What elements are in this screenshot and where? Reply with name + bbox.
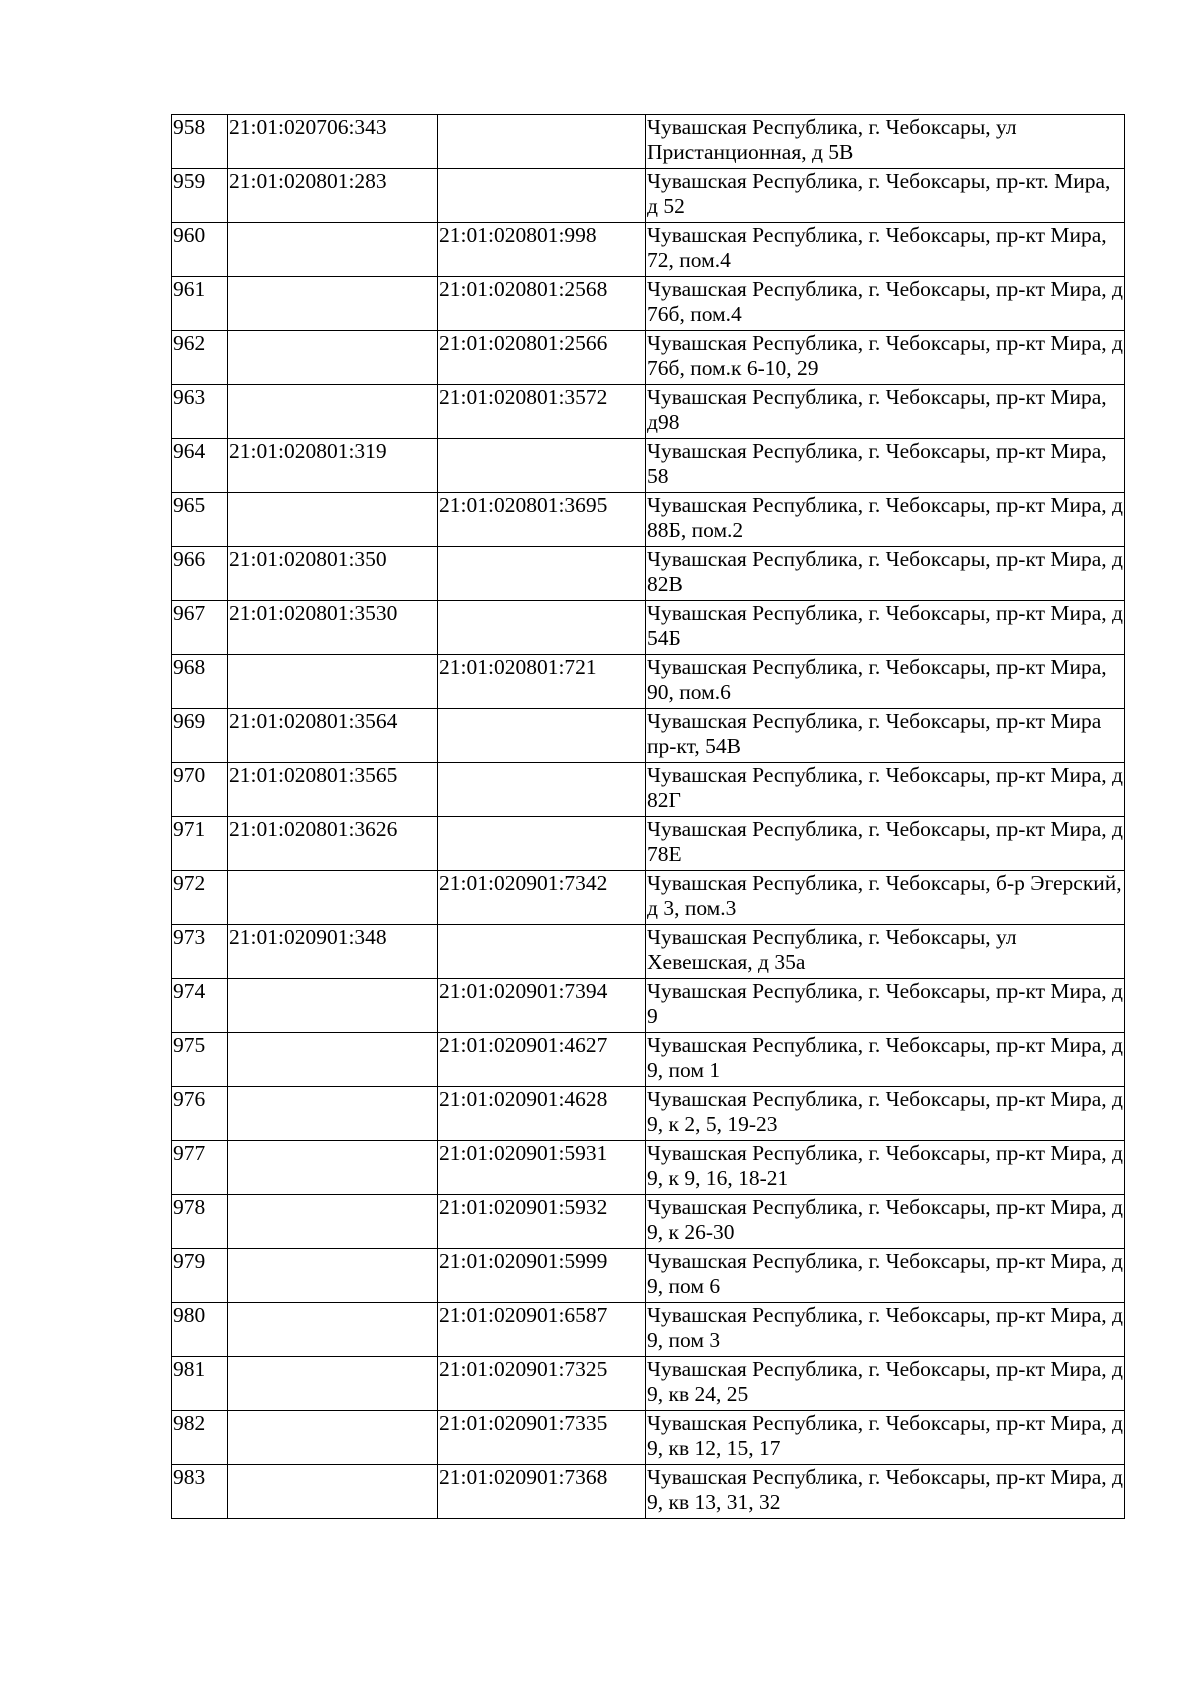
table-row: [172, 115, 1125, 169]
object-cadastral-number-cell: 21:01:020901:7325: [438, 1357, 646, 1411]
table-row: [172, 1465, 1125, 1519]
object-cadastral-number-cell: [438, 115, 646, 169]
table-row: [172, 547, 1125, 601]
row-number-cell: 967: [172, 601, 228, 655]
address-cell: Чувашская Республика, г. Чебоксары, пр-кт Мира, д 88Б, пом.2: [646, 493, 1125, 547]
object-cadastral-number-cell: 21:01:020901:6587: [438, 1303, 646, 1357]
land-cadastral-number-cell: [228, 1249, 438, 1303]
address-cell: Чувашская Республика, г. Чебоксары, пр-кт Мира, д 82Г: [646, 763, 1125, 817]
table-row: [172, 979, 1125, 1033]
row-number-cell: 977: [172, 1141, 228, 1195]
row-number-cell: 970: [172, 763, 228, 817]
address-cell: Чувашская Республика, г. Чебоксары, пр-кт Мира пр-кт, 54В: [646, 709, 1125, 763]
address-cell: Чувашская Республика, г. Чебоксары, пр-кт Мира, д 9, к 9, 16, 18-21: [646, 1141, 1125, 1195]
object-cadastral-number-cell: [438, 763, 646, 817]
table-row: [172, 385, 1125, 439]
land-cadastral-number-cell: [228, 1195, 438, 1249]
address-cell: Чувашская Республика, г. Чебоксары, пр-кт Мира, 72, пом.4: [646, 223, 1125, 277]
property-registry-table: [171, 114, 1125, 1519]
table-row: [172, 925, 1125, 979]
table-row: [172, 1249, 1125, 1303]
object-cadastral-number-cell: [438, 925, 646, 979]
object-cadastral-number-cell: 21:01:020901:7342: [438, 871, 646, 925]
object-cadastral-number-cell: [438, 169, 646, 223]
table-row: [172, 1087, 1125, 1141]
table-row: [172, 655, 1125, 709]
row-number-cell: 978: [172, 1195, 228, 1249]
land-cadastral-number-cell: 21:01:020801:3564: [228, 709, 438, 763]
object-cadastral-number-cell: 21:01:020901:7368: [438, 1465, 646, 1519]
land-cadastral-number-cell: [228, 1465, 438, 1519]
row-number-cell: 959: [172, 169, 228, 223]
row-number-cell: 961: [172, 277, 228, 331]
land-cadastral-number-cell: 21:01:020801:283: [228, 169, 438, 223]
address-cell: Чувашская Республика, г. Чебоксары, пр-кт Мира, д 9, кв 12, 15, 17: [646, 1411, 1125, 1465]
row-number-cell: 983: [172, 1465, 228, 1519]
row-number-cell: 960: [172, 223, 228, 277]
table-row: [172, 331, 1125, 385]
object-cadastral-number-cell: 21:01:020801:2568: [438, 277, 646, 331]
object-cadastral-number-cell: [438, 439, 646, 493]
address-cell: Чувашская Республика, г. Чебоксары, ул Пристанционная, д 5В: [646, 115, 1125, 169]
row-number-cell: 969: [172, 709, 228, 763]
land-cadastral-number-cell: [228, 1033, 438, 1087]
land-cadastral-number-cell: [228, 1087, 438, 1141]
object-cadastral-number-cell: 21:01:020901:7394: [438, 979, 646, 1033]
land-cadastral-number-cell: [228, 979, 438, 1033]
object-cadastral-number-cell: 21:01:020801:721: [438, 655, 646, 709]
address-cell: Чувашская Республика, г. Чебоксары, пр-кт Мира, 58: [646, 439, 1125, 493]
row-number-cell: 958: [172, 115, 228, 169]
address-cell: Чувашская Республика, г. Чебоксары, пр-кт Мира, д 9, пом 6: [646, 1249, 1125, 1303]
row-number-cell: 973: [172, 925, 228, 979]
address-cell: Чувашская Республика, г. Чебоксары, пр-кт Мира, д 9, к 2, 5, 19-23: [646, 1087, 1125, 1141]
address-cell: Чувашская Республика, г. Чебоксары, пр-кт Мира, 90, пом.6: [646, 655, 1125, 709]
object-cadastral-number-cell: 21:01:020901:5931: [438, 1141, 646, 1195]
object-cadastral-number-cell: [438, 709, 646, 763]
row-number-cell: 981: [172, 1357, 228, 1411]
land-cadastral-number-cell: 21:01:020901:348: [228, 925, 438, 979]
row-number-cell: 979: [172, 1249, 228, 1303]
object-cadastral-number-cell: 21:01:020901:5999: [438, 1249, 646, 1303]
object-cadastral-number-cell: 21:01:020801:2566: [438, 331, 646, 385]
table-row: [172, 1033, 1125, 1087]
table-row: [172, 871, 1125, 925]
registry-table-body: [172, 115, 1125, 1519]
table-row: [172, 169, 1125, 223]
land-cadastral-number-cell: [228, 1303, 438, 1357]
land-cadastral-number-cell: [228, 385, 438, 439]
address-cell: Чувашская Республика, г. Чебоксары, ул Хевешская, д 35а: [646, 925, 1125, 979]
land-cadastral-number-cell: 21:01:020801:3530: [228, 601, 438, 655]
row-number-cell: 968: [172, 655, 228, 709]
table-row: [172, 439, 1125, 493]
object-cadastral-number-cell: 21:01:020901:4628: [438, 1087, 646, 1141]
address-cell: Чувашская Республика, г. Чебоксары, пр-кт Мира, д 9, к 26-30: [646, 1195, 1125, 1249]
address-cell: Чувашская Республика, г. Чебоксары, пр-кт Мира, д 9: [646, 979, 1125, 1033]
object-cadastral-number-cell: 21:01:020901:4627: [438, 1033, 646, 1087]
table-row: [172, 1195, 1125, 1249]
object-cadastral-number-cell: 21:01:020801:998: [438, 223, 646, 277]
address-cell: Чувашская Республика, г. Чебоксары, пр-кт Мира, д 82В: [646, 547, 1125, 601]
table-row: [172, 223, 1125, 277]
address-cell: Чувашская Республика, г. Чебоксары, пр-кт. Мира, д 52: [646, 169, 1125, 223]
table-row: [172, 1303, 1125, 1357]
object-cadastral-number-cell: [438, 817, 646, 871]
land-cadastral-number-cell: [228, 223, 438, 277]
table-row: [172, 763, 1125, 817]
address-cell: Чувашская Республика, г. Чебоксары, пр-кт Мира, д 9, кв 13, 31, 32: [646, 1465, 1125, 1519]
row-number-cell: 966: [172, 547, 228, 601]
land-cadastral-number-cell: 21:01:020706:343: [228, 115, 438, 169]
row-number-cell: 974: [172, 979, 228, 1033]
table-row: [172, 1141, 1125, 1195]
object-cadastral-number-cell: 21:01:020901:7335: [438, 1411, 646, 1465]
address-cell: Чувашская Республика, г. Чебоксары, пр-кт Мира, д 54Б: [646, 601, 1125, 655]
table-row: [172, 277, 1125, 331]
row-number-cell: 971: [172, 817, 228, 871]
object-cadastral-number-cell: 21:01:020901:5932: [438, 1195, 646, 1249]
table-row: [172, 817, 1125, 871]
table-row: [172, 1411, 1125, 1465]
row-number-cell: 963: [172, 385, 228, 439]
land-cadastral-number-cell: 21:01:020801:319: [228, 439, 438, 493]
address-cell: Чувашская Республика, г. Чебоксары, пр-кт Мира, д98: [646, 385, 1125, 439]
table-row: [172, 493, 1125, 547]
land-cadastral-number-cell: [228, 1141, 438, 1195]
land-cadastral-number-cell: [228, 871, 438, 925]
address-cell: Чувашская Республика, г. Чебоксары, пр-кт Мира, д 9, кв 24, 25: [646, 1357, 1125, 1411]
row-number-cell: 980: [172, 1303, 228, 1357]
row-number-cell: 975: [172, 1033, 228, 1087]
land-cadastral-number-cell: 21:01:020801:350: [228, 547, 438, 601]
object-cadastral-number-cell: 21:01:020801:3695: [438, 493, 646, 547]
row-number-cell: 982: [172, 1411, 228, 1465]
land-cadastral-number-cell: 21:01:020801:3626: [228, 817, 438, 871]
address-cell: Чувашская Республика, г. Чебоксары, пр-кт Мира, д 76б, пом.4: [646, 277, 1125, 331]
land-cadastral-number-cell: [228, 1357, 438, 1411]
address-cell: Чувашская Республика, г. Чебоксары, пр-кт Мира, д 9, пом 3: [646, 1303, 1125, 1357]
address-cell: Чувашская Республика, г. Чебоксары, б-р Эгерский, д 3, пом.3: [646, 871, 1125, 925]
row-number-cell: 964: [172, 439, 228, 493]
address-cell: Чувашская Республика, г. Чебоксары, пр-кт Мира, д 76б, пом.к 6-10, 29: [646, 331, 1125, 385]
table-row: [172, 601, 1125, 655]
row-number-cell: 965: [172, 493, 228, 547]
land-cadastral-number-cell: [228, 493, 438, 547]
address-cell: Чувашская Республика, г. Чебоксары, пр-кт Мира, д 78Е: [646, 817, 1125, 871]
object-cadastral-number-cell: 21:01:020801:3572: [438, 385, 646, 439]
land-cadastral-number-cell: [228, 331, 438, 385]
land-cadastral-number-cell: [228, 277, 438, 331]
object-cadastral-number-cell: [438, 601, 646, 655]
land-cadastral-number-cell: [228, 655, 438, 709]
address-cell: Чувашская Республика, г. Чебоксары, пр-кт Мира, д 9, пом 1: [646, 1033, 1125, 1087]
table-row: [172, 709, 1125, 763]
row-number-cell: 962: [172, 331, 228, 385]
land-cadastral-number-cell: [228, 1411, 438, 1465]
table-row: [172, 1357, 1125, 1411]
row-number-cell: 976: [172, 1087, 228, 1141]
land-cadastral-number-cell: 21:01:020801:3565: [228, 763, 438, 817]
row-number-cell: 972: [172, 871, 228, 925]
object-cadastral-number-cell: [438, 547, 646, 601]
